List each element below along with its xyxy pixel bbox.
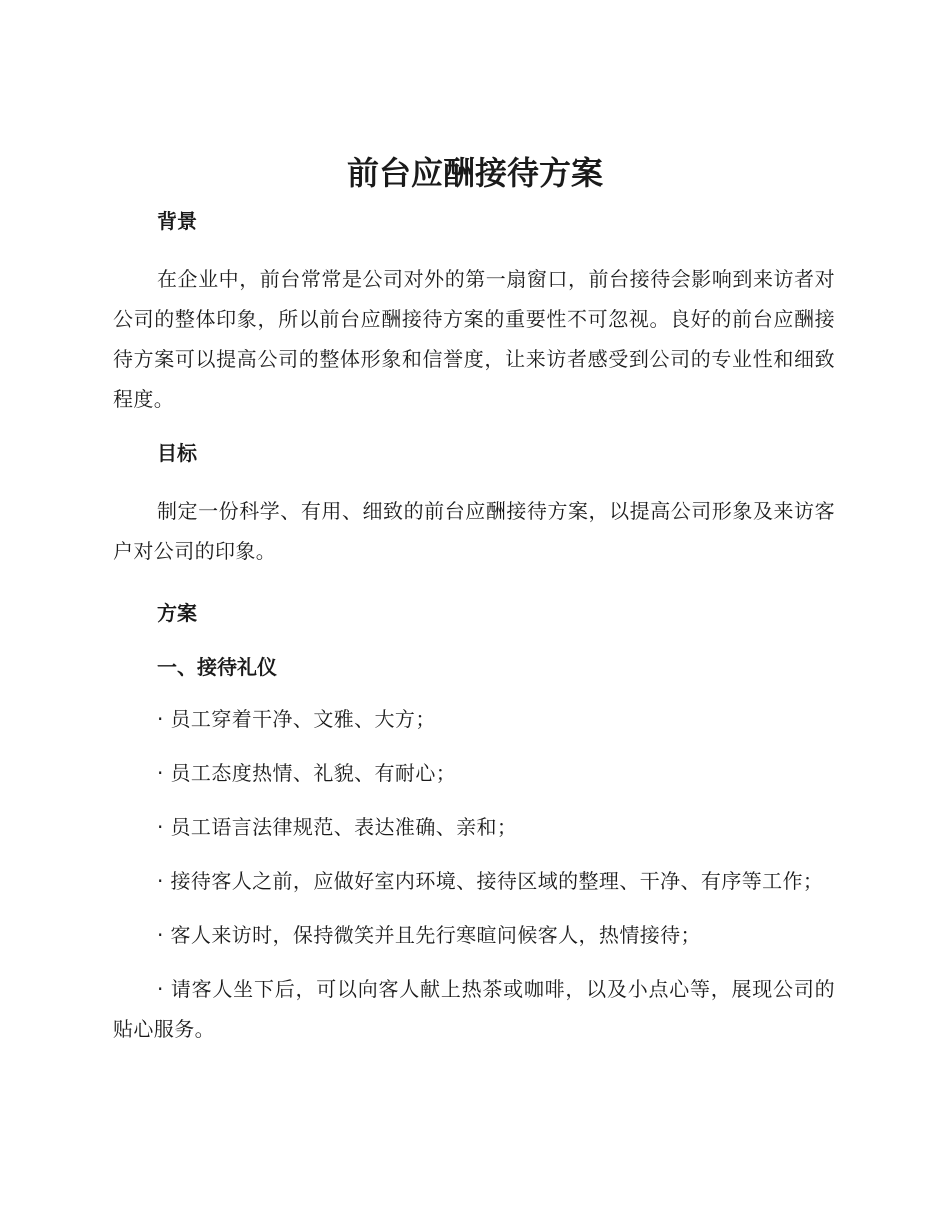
section-heading-reception-etiquette: 一、接待礼仪 xyxy=(157,655,277,679)
list-item: · 员工穿着干净、文雅、大方； xyxy=(157,707,436,731)
background-paragraph: 在企业中，前台常常是公司对外的第一扇窗口，前台接待会影响到来访者对公司的整体印象，所以前台应酬接待方案的重要性不可忽视。良好的前台应酬接待方案可以提高公司的整体形象和信誉度，让来访者感受到公司的专业性和细致程度。 xyxy=(113,267,835,411)
list-item: · 接待客人之前，应做好室内环境、接待区域的整理、干净、有序等工作； xyxy=(157,869,824,893)
document-body xyxy=(113,205,835,1049)
list-item: · 员工态度热情、礼貌、有耐心； xyxy=(157,761,457,785)
goal-paragraph: 制定一份科学、有用、细致的前台应酬接待方案，以提高公司形象及来访客户对公司的印象。 xyxy=(113,499,835,563)
section-heading-plan: 方案 xyxy=(157,601,197,625)
list-item: · 请客人坐下后，可以向客人献上热茶或咖啡，以及小点心等，展现公司的贴心服务。 xyxy=(113,977,835,1041)
list-item: · 员工语言法律规范、表达准确、亲和； xyxy=(157,815,518,839)
section-heading-background: 背景 xyxy=(157,209,197,233)
document-title: 前台应酬接待方案 xyxy=(346,154,603,192)
section-heading-goal: 目标 xyxy=(157,441,197,465)
list-item: · 客人来访时，保持微笑并且先行寒暄问候客人，热情接待； xyxy=(157,923,701,947)
